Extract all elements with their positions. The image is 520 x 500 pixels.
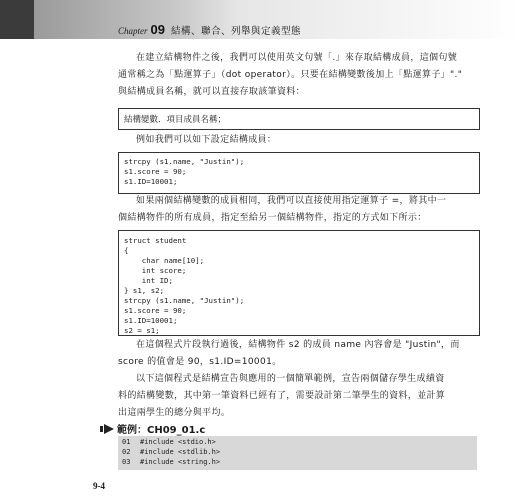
line-number: 02 xyxy=(122,448,131,456)
listing-line xyxy=(118,458,220,468)
paragraph-assignment xyxy=(118,193,478,227)
paragraph-dot-operator xyxy=(118,50,478,101)
paragraph-example-description xyxy=(118,371,478,422)
code-lines xyxy=(124,157,244,187)
code-line: struct student xyxy=(124,236,187,245)
example-heading xyxy=(100,421,205,436)
code-listing xyxy=(118,436,477,470)
paragraph-line: 出這兩學生的總分與平均。 xyxy=(118,408,231,418)
code-line: char name[10]; xyxy=(124,256,205,265)
code-lines xyxy=(124,236,244,336)
paragraph-line: 例如我們可以如下設定結構成員： xyxy=(136,135,277,145)
chapter-number: 09 xyxy=(150,22,165,37)
listing-line xyxy=(118,448,220,458)
code-line: s1.ID=10001; xyxy=(124,316,178,325)
listing-line xyxy=(118,438,216,448)
listing-code: #include <stdlib.h> xyxy=(140,448,221,456)
paragraph-line: 以下這個程式是結構宣告與應用的一個簡單範例，宣告兩個儲存學生成績資 xyxy=(136,374,445,384)
listing-code: #include <stdio.h> xyxy=(140,438,216,446)
syntax-text: 結構變數．項目成員名稱； xyxy=(124,115,227,125)
paragraph-line: 個結構物件的所有成員，指定至給另一個結構物件，指定的方式如下所示： xyxy=(118,213,427,223)
example-arrow-icon xyxy=(100,424,114,434)
code-line: int ID; xyxy=(124,276,173,285)
syntax-box xyxy=(118,108,480,130)
line-number: 03 xyxy=(122,458,131,466)
paragraph-line: 通常稱之為「點運算子」（dot operator）。只要在結構變數後加上「點運算子」"." xyxy=(118,70,463,80)
paragraph-line: 在建立結構物件之後，我們可以使用英文句號「.」來存取結構成員，這個句號 xyxy=(136,53,458,63)
paragraph-line: score 的值會是 90，s1.ID=10001。 xyxy=(118,357,282,367)
code-line: s1.ID=10001; xyxy=(124,177,178,186)
paragraph-line: 與結構成員名稱，就可以直接存取該筆資料： xyxy=(118,87,306,97)
listing-code: #include <string.h> xyxy=(140,458,221,466)
paragraph-line: 料的結構變數，其中第一筆資料已經有了，需要設計第二筆學生的資料，並計算 xyxy=(118,391,446,401)
code-block-2 xyxy=(118,230,480,336)
paragraph-line: 如果兩個結構變數的成員相同，我們可以直接使用指定運算子 =，將其中一 xyxy=(136,196,447,206)
page-number: 9-4 xyxy=(93,481,105,491)
paragraph-result xyxy=(118,337,478,371)
code-line: s2 = s1; xyxy=(124,326,160,335)
code-line: } s1, s2; xyxy=(124,286,165,295)
code-line: s1.score = 90; xyxy=(124,306,187,315)
line-number: 01 xyxy=(122,438,131,446)
chapter-title: 結構、聯合、列舉與定義型態 xyxy=(170,26,301,37)
code-block-1 xyxy=(118,152,480,194)
chapter-label: Chapter xyxy=(118,26,148,36)
code-line: strcpy (s1.name, "Justin"); xyxy=(124,296,245,305)
example-label: 範例：CH09_01.c xyxy=(117,425,206,436)
chapter-header xyxy=(0,0,520,39)
code-line: int score; xyxy=(124,266,187,275)
paragraph-line: 在這個程式片段執行過後，結構物件 s2 的成員 name 內容會是 "Justin"，而 xyxy=(136,340,460,350)
code-line: { xyxy=(124,246,129,255)
running-head xyxy=(118,22,301,37)
header-dark-block xyxy=(0,0,34,39)
code-line: strcpy (s1.name, "Justin"); xyxy=(124,157,245,166)
code-line: s1.score = 90; xyxy=(124,167,187,176)
paragraph-example-intro xyxy=(118,132,478,149)
